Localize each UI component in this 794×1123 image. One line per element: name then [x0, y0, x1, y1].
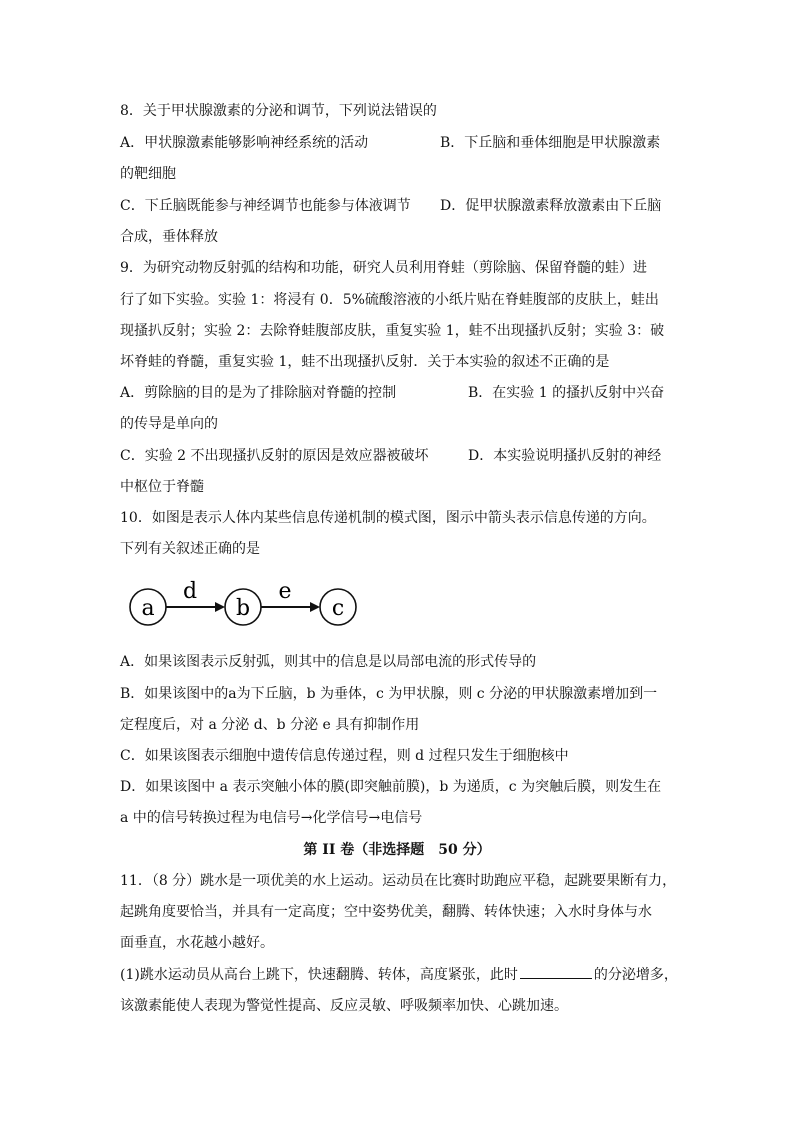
q9-option-b-line1: B．在实验 1 的搔扒反射中兴奋	[468, 385, 665, 401]
q8-option-d-line1: D．促甲状腺激素释放激素由下丘脑	[440, 198, 662, 214]
q10-option-d-line1: D．如果该图中 a 表示突触小体的膜(即突触前膜)，b 为递质，c 为突触后膜，则发生在	[120, 779, 662, 795]
q9-option-d-line2: 中枢位于脊髓	[120, 479, 204, 495]
node-a-label: a	[141, 596, 155, 621]
section-title: 第 II 卷（非选择题 50 分）	[303, 842, 491, 858]
q8-option-d-line2: 合成，垂体释放	[120, 229, 218, 245]
q10-stem-line1: 10．如图是表示人体内某些信息传递机制的模式图，图示中箭头表示信息传递的方向。	[120, 510, 656, 526]
q8-option-a: A．甲状腺激素能够影响神经系统的活动	[120, 135, 369, 151]
q10-option-d-line2: a 中的信号转换过程为电信号→化学信号→电信号	[120, 810, 423, 826]
q8-option-b-line2: 的靶细胞	[120, 166, 176, 182]
q9-option-a: A．剪除脑的目的是为了排除脑对脊髓的控制	[120, 385, 397, 401]
q9-option-b-line2: 的传导是单向的	[120, 416, 218, 432]
q11-stem-line1: 11．（8 分）跳水是一项优美的水上运动。运动员在比赛时助跑应平稳，起跳要果断有力，	[120, 873, 677, 889]
q11-sub1-text-after: 的分泌增多，	[593, 967, 678, 983]
q8-stem: 8．关于甲状腺激素的分泌和调节，下列说法错误的	[120, 103, 437, 119]
arrow-e-label: e	[278, 579, 292, 604]
q9-stem-line4: 坏脊蛙的脊髓，重复实验 1，蛙不出现搔扒反射．关于本实验的叙述不正确的是	[120, 354, 610, 370]
q11-stem-line3: 面垂直，水花越小越好。	[120, 935, 274, 951]
q9-option-d-line1: D．本实验说明搔扒反射的神经	[468, 448, 662, 464]
q8-option-c: C．下丘脑既能参与神经调节也能参与体液调节	[120, 198, 411, 214]
q10-option-b-line2: 定程度后，对 a 分泌 d、b 分泌 e 具有抑制作用	[120, 717, 420, 733]
q9-stem-line3: 现搔扒反射；实验 2：去除脊蛙腹部皮肤，重复实验 1，蛙不出现搔扒反射；实验 3：破	[120, 323, 665, 339]
signal-flow-diagram	[120, 570, 380, 640]
node-b-label: b	[235, 596, 251, 621]
q11-sub1-text-before: (1)跳水运动员从高台上跳下，快速翻腾、转体，高度紧张，此时	[120, 967, 518, 983]
q9-option-c: C．实验 2 不出现搔扒反射的原因是效应器被破坏	[120, 448, 429, 464]
q9-stem-line1: 9．为研究动物反射弧的结构和功能，研究人员利用脊蛙（剪除脑、保留脊髓的蛙）进	[120, 260, 647, 276]
q10-option-a: A．如果该图表示反射弧，则其中的信息是以局部电流的形式传导的	[120, 654, 537, 670]
q11-sub1-line1	[120, 964, 678, 985]
q10-stem-line2: 下列有关叙述正确的是	[120, 541, 260, 557]
q10-option-c: C．如果该图表示细胞中遗传信息传递过程，则 d 过程只发生于细胞核中	[120, 748, 569, 764]
q8-option-b-line1: B．下丘脑和垂体细胞是甲状腺激素	[440, 135, 661, 151]
arrow-d-label: d	[182, 579, 198, 604]
answer-blank[interactable]	[520, 964, 592, 979]
node-c-label: c	[331, 596, 345, 621]
q11-sub1-line2: 该激素能使人表现为警觉性提高、反应灵敏、呼吸频率加快、心跳加速。	[120, 998, 568, 1014]
q10-option-b-line1: B．如果该图中的a为下丘脑，b 为垂体，c 为甲状腺，则 c 分泌的甲状腺激素增加到一	[120, 686, 658, 702]
q9-stem-line2: 行了如下实验。实验 1：将浸有 0．5%硫酸溶液的小纸片贴在脊蛙腹部的皮肤上，蛙出	[120, 292, 659, 308]
q11-stem-line2: 起跳角度要恰当，并具有一定高度；空中姿势优美，翻腾、转体快速；入水时身体与水	[120, 904, 652, 920]
